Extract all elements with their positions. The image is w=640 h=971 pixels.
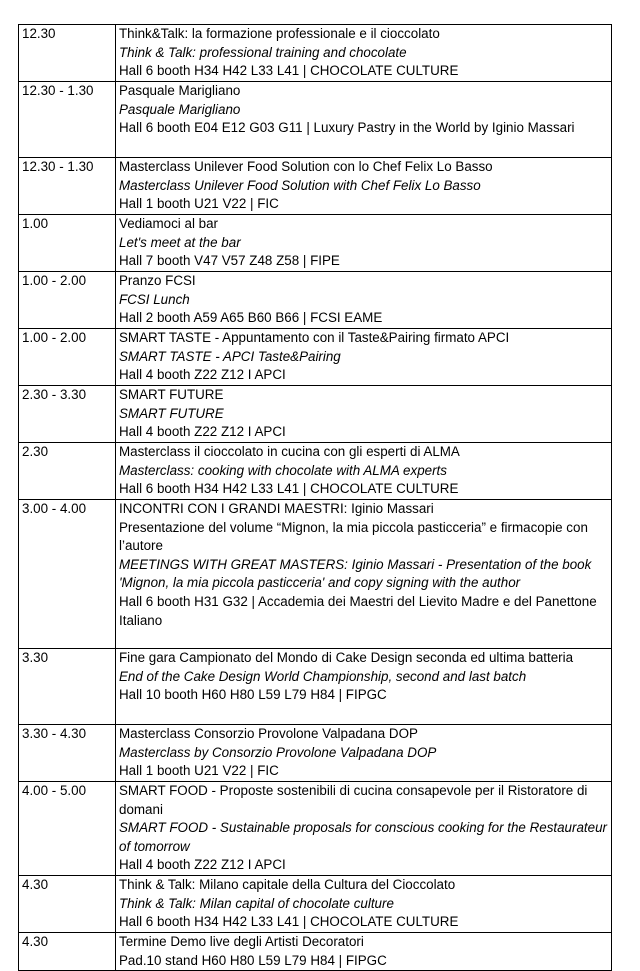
- event-location: Hall 6 booth H31 G32 | Accademia dei Maestri del Lievito Madre e del Panettone Italiano: [119, 593, 597, 628]
- event-location: Hall 6 booth H34 H42 L33 L41 | CHOCOLATE CULTURE: [119, 914, 459, 930]
- event-title-italian: Masterclass il cioccolato in cucina con gli esperti di ALMA: [119, 444, 460, 459]
- event-time: 12.30 - 1.30: [19, 158, 116, 215]
- event-time: 1.00 - 2.00: [19, 329, 116, 386]
- event-title-english: Let's meet at the bar: [119, 234, 241, 250]
- schedule-row: [19, 272, 612, 329]
- event-location: Hall 6 booth H34 H42 L33 L41 | CHOCOLATE CULTURE: [119, 63, 459, 79]
- event-description: [116, 386, 612, 443]
- event-title-english: Masterclass by Consorzio Provolone Valpadana DOP: [119, 744, 437, 760]
- event-title-italian: Masterclass Consorzio Provolone Valpadana DOP: [119, 726, 418, 741]
- schedule-row: [19, 876, 612, 933]
- schedule-row: [19, 25, 612, 82]
- event-description: [116, 782, 612, 876]
- event-description: [116, 82, 612, 158]
- event-time: 1.00 - 2.00: [19, 272, 116, 329]
- schedule-row: [19, 386, 612, 443]
- event-description: [116, 500, 612, 649]
- event-description: [116, 443, 612, 500]
- event-time: 4.00 - 5.00: [19, 782, 116, 876]
- event-time: 12.30: [19, 25, 116, 82]
- event-location: Hall 4 booth Z22 Z12 I APCI: [119, 424, 286, 440]
- event-title-italian: Think & Talk: Milano capitale della Cultura del Cioccolato: [119, 877, 456, 892]
- event-title-english: End of the Cake Design World Championship, second and last batch: [119, 668, 527, 684]
- event-location: Hall 10 booth H60 H80 L59 L79 H84 | FIPGC: [119, 687, 387, 703]
- event-description: [116, 272, 612, 329]
- schedule-row: [19, 500, 612, 649]
- schedule-body: [19, 25, 612, 971]
- event-title-italian: SMART TASTE - Appuntamento con il Taste&Pairing firmato APCI: [119, 330, 510, 345]
- schedule-row: [19, 782, 612, 876]
- event-description: [116, 25, 612, 82]
- event-title-english: MEETINGS WITH GREAT MASTERS: Iginio Massari - Presentation of the book 'Mignon, la mia piccola pasticceria' and copy signing with the author: [119, 556, 592, 591]
- event-location: Hall 1 booth U21 V22 | FIC: [119, 763, 279, 779]
- event-title-italian: Vediamoci al bar: [119, 216, 218, 231]
- event-description: [116, 876, 612, 933]
- event-title-english: FCSI Lunch: [119, 291, 190, 307]
- event-time: 3.00 - 4.00: [19, 500, 116, 649]
- event-location: Hall 6 booth H34 H42 L33 L41 | CHOCOLATE CULTURE: [119, 481, 459, 497]
- event-time: 12.30 - 1.30: [19, 82, 116, 158]
- event-description: [116, 933, 612, 971]
- event-description: [116, 649, 612, 725]
- event-description: [116, 158, 612, 215]
- event-title-italian: INCONTRI CON I GRANDI MAESTRI: Iginio Massari: [119, 501, 434, 516]
- event-title-italian: Presentazione del volume “Mignon, la mia piccola pasticceria” e firmacopie con l’autore: [119, 519, 588, 554]
- schedule-row: [19, 443, 612, 500]
- event-description: [116, 215, 612, 272]
- schedule-row: [19, 329, 612, 386]
- event-description: [116, 329, 612, 386]
- event-title-italian: SMART FUTURE: [119, 387, 224, 402]
- event-title-english: SMART TASTE - APCI Taste&Pairing: [119, 348, 341, 364]
- event-location: Hall 7 booth V47 V57 Z48 Z58 | FIPE: [119, 253, 340, 269]
- event-time: 2.30 - 3.30: [19, 386, 116, 443]
- event-title-italian: Pasquale Marigliano: [119, 83, 241, 98]
- event-title-english: Masterclass: cooking with chocolate with ALMA experts: [119, 462, 447, 478]
- event-time: 4.30: [19, 876, 116, 933]
- schedule-row: [19, 725, 612, 782]
- event-description: [116, 725, 612, 782]
- event-title-english: SMART FUTURE: [119, 405, 224, 421]
- event-title-english: Think & Talk: Milan capital of chocolate culture: [119, 895, 394, 911]
- event-time: 3.30: [19, 649, 116, 725]
- event-title-english: SMART FOOD - Sustainable proposals for conscious cooking for the Restaurateur of tomorrow: [119, 820, 607, 854]
- schedule-table: [18, 24, 612, 971]
- event-time: 4.30: [19, 933, 116, 971]
- event-location: Hall 2 booth A59 A65 B60 B66 | FCSI EAME: [119, 310, 383, 326]
- event-title-italian: Pranzo FCSI: [119, 273, 196, 288]
- event-title-italian: Termine Demo live degli Artisti Decoratori: [119, 934, 364, 949]
- event-title-english: Masterclass Unilever Food Solution with Chef Felix Lo Basso: [119, 177, 481, 193]
- schedule-row: [19, 215, 612, 272]
- event-location: Pad.10 stand H60 H80 L59 L79 H84 | FIPGC: [119, 952, 387, 968]
- event-time: 1.00: [19, 215, 116, 272]
- event-title-english: Pasquale Marigliano: [119, 101, 241, 117]
- event-time: 2.30: [19, 443, 116, 500]
- event-title-english: Think & Talk: professional training and chocolate: [119, 44, 407, 60]
- schedule-row: [19, 158, 612, 215]
- event-location: Hall 4 booth Z22 Z12 I APCI: [119, 857, 286, 873]
- event-title-italian: Think&Talk: la formazione professionale e il cioccolato: [119, 26, 440, 41]
- event-title-italian: Masterclass Unilever Food Solution con lo Chef Felix Lo Basso: [119, 159, 493, 174]
- schedule-row: [19, 933, 612, 971]
- schedule-row: [19, 649, 612, 725]
- event-title-italian: SMART FOOD - Proposte sostenibili di cucina consapevole per il Ristoratore di domani: [119, 783, 588, 817]
- event-location: Hall 6 booth E04 E12 G03 G11 | Luxury Pastry in the World by Iginio Massari: [119, 120, 575, 136]
- schedule-row: [19, 82, 612, 158]
- event-time: 3.30 - 4.30: [19, 725, 116, 782]
- event-location: Hall 4 booth Z22 Z12 I APCI: [119, 367, 286, 383]
- event-title-italian: Fine gara Campionato del Mondo di Cake Design seconda ed ultima batteria: [119, 650, 574, 665]
- event-location: Hall 1 booth U21 V22 | FIC: [119, 196, 279, 212]
